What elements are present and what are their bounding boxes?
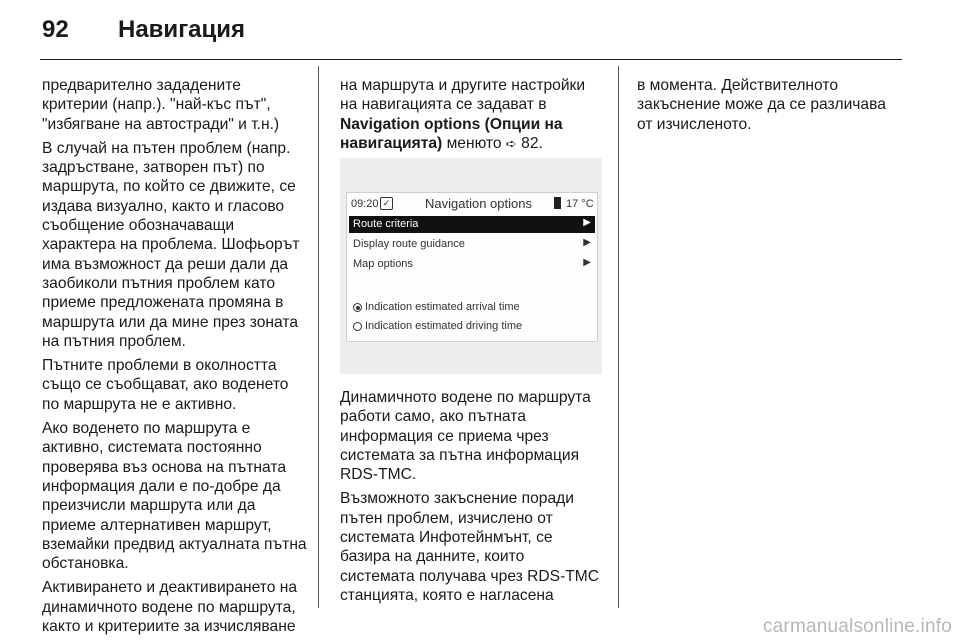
column-2 bbox=[340, 76, 602, 158]
intro-text: на маршрута и другите настройки на навигацията се задават в bbox=[340, 77, 586, 114]
screen-status-bar bbox=[347, 193, 597, 215]
column-2-lower bbox=[340, 388, 602, 610]
chevron-right-icon: ▶ bbox=[583, 237, 591, 248]
screen-temperature: 17 °C bbox=[566, 198, 594, 210]
navigation-screen bbox=[346, 192, 598, 342]
paragraph: в момента. Действителното закъснение може да се различава от изчисленото. bbox=[637, 77, 886, 133]
paragraph: предварително зададените критерии (напр.). "най-къс път", "избягване на автостради" и т.н.) bbox=[42, 77, 280, 133]
menu-item-display-route-guidance[interactable] bbox=[349, 236, 595, 253]
phone-icon bbox=[554, 197, 561, 209]
paragraph: В случай на пътен проблем (напр. задръстване, затворен път) по маршрута, по който се движите, се издава визуално, както и гласово съобщение обозначаващи характера на проблема. Шофьорът има възможност да реши дали да заобиколи пътния проблем като приеме предложената промяна в маршрута или да мине през зоната на пътния проблем. bbox=[42, 139, 300, 350]
paragraph bbox=[340, 76, 602, 153]
menu-item-label: Map options bbox=[353, 258, 413, 270]
chevron-right-icon: ▶ bbox=[583, 257, 591, 268]
menu-item-label: Display route guidance bbox=[353, 238, 465, 250]
option-label: Indication estimated driving time bbox=[365, 320, 523, 332]
screen-title: Navigation options bbox=[425, 196, 532, 211]
menu-suffix: менюто bbox=[446, 134, 502, 152]
screen-time: 09:20 bbox=[351, 198, 379, 210]
column-3 bbox=[637, 76, 905, 139]
chevron-right-icon: ▶ bbox=[583, 217, 591, 228]
option-label: Indication estimated arrival time bbox=[365, 301, 520, 313]
paragraph: Динамичното водене по маршрута работи само, ако пътната информация се приема чрез системата за пътна информация RDS-TMC. bbox=[340, 389, 591, 484]
page-number: 92 bbox=[42, 16, 69, 43]
watermark: carmanualsonline.info bbox=[762, 616, 952, 637]
column-1 bbox=[42, 76, 307, 641]
radio-checked-icon bbox=[353, 303, 362, 312]
option-driving-time[interactable] bbox=[351, 319, 591, 335]
option-arrival-time[interactable] bbox=[351, 300, 591, 316]
paragraph: Пътните проблеми в околността също се съобщават, ако воденето по маршрута не е активно. bbox=[42, 357, 289, 413]
menu-name: Navigation options (Опции на навигацията) bbox=[340, 115, 563, 152]
page-reference-icon: ➪ bbox=[505, 135, 517, 151]
paragraph: Ако воденето по маршрута е активно, системата постоянно проверява въз основа на пътната информация дали е по-добре да преизчисли маршрута или да приеме алтернативен маршрут, вземайки предвид актуалната пътна обстановка. bbox=[42, 420, 307, 573]
menu-item-label: Route criteria bbox=[353, 218, 419, 230]
paragraph: Активирането и деактивирането на динамичното водене по маршрута, както и критериите за изчисляване bbox=[42, 579, 298, 636]
page-header bbox=[42, 16, 245, 46]
page-reference: 82. bbox=[521, 134, 543, 152]
menu-item-map-options[interactable] bbox=[349, 256, 595, 273]
paragraph: Възможното закъснение поради пътен проблем, изчислено от системата Инфотейнмънт, се базира на данните, които системата получава чрез RDS-TMC станцията, която е нагласена bbox=[340, 490, 600, 604]
column-divider bbox=[618, 66, 619, 608]
radio-unchecked-icon bbox=[353, 322, 362, 331]
page-title: Навигация bbox=[118, 16, 246, 43]
menu-item-route-criteria[interactable] bbox=[349, 216, 595, 233]
header-rule bbox=[40, 59, 902, 60]
check-icon: ✓ bbox=[380, 197, 393, 210]
navigation-screen-figure bbox=[340, 158, 602, 374]
column-divider bbox=[318, 66, 319, 608]
